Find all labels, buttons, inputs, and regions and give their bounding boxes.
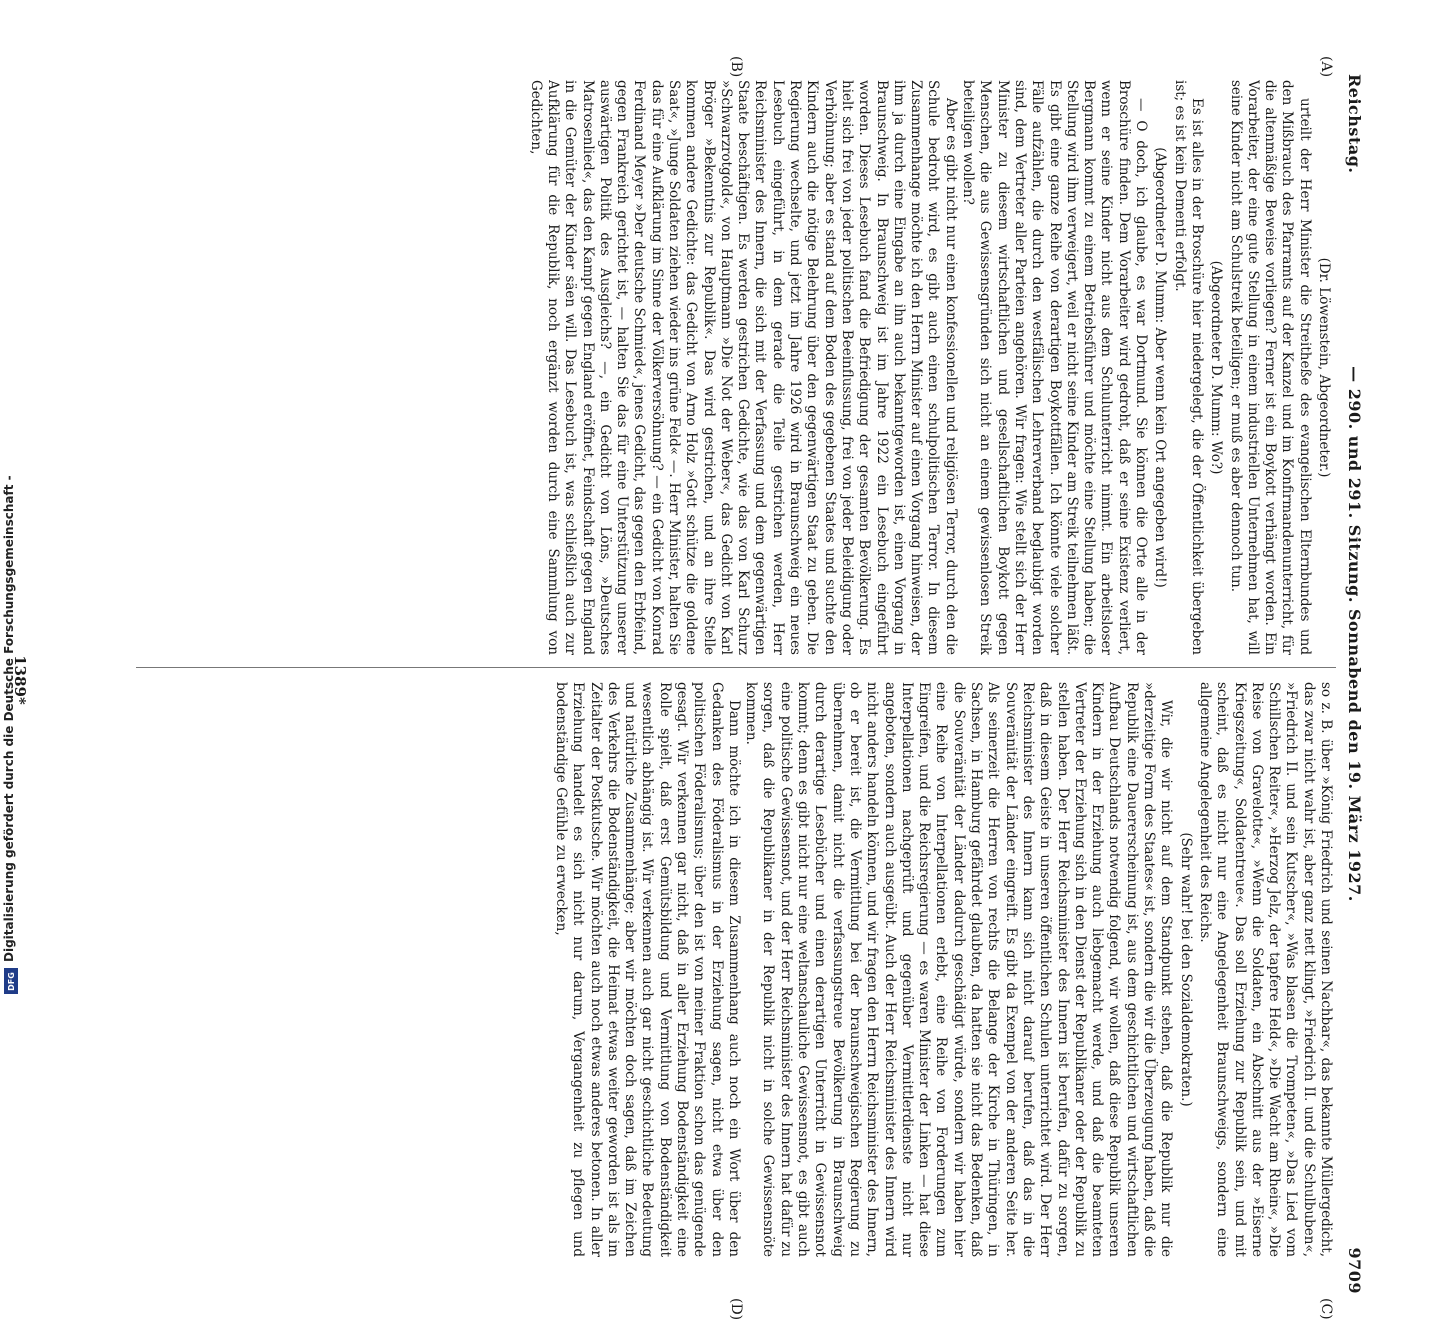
column-divider — [136, 667, 1336, 668]
margin-mark-b: (B) — [728, 56, 744, 78]
left-column — [154, 80, 1334, 655]
paragraph: Dann möchte ich in diesem Zusammenhang auch noch ein Wort über den Gedanken des Föderalismus in der Erziehung sagen, nicht etwa über den politischen Föderalismus; über den ist von meiner Fraktion schon das genügende gesagt. Wir verkennen gar nicht, daß in aller Erziehung Bodenständigkeit eine Rolle spielt, daß erst Gemütsbildung und Vermittlung von Bodenständigkeit wesentlich abhängig ist. Wir verkennen auch gar nicht geschichtliche Bedeutung und natürliche Zusammenhänge; aber wir möchten doch sagen, daß im Zeichen des Verkehrs die Bodenständigkeit, die Heimat etwas weiter geworden ist als im Zeitalter der Postkutsche. Wir möchten auch noch etwas anderes betonen. In aller Erziehung handelt es sich nicht nur darum, Vergangenheit zu pflegen und bodenständige Gefühle zu erwecken, — [552, 682, 742, 1257]
running-head-center: — 290. und 291. Sitzung. Sonnabend den 19. März 1927. — [1345, 366, 1364, 902]
page-footer-code: 1389* — [11, 655, 29, 705]
interjection: (Sehr wahr! bei den Sozialdemokraten.) — [1177, 832, 1194, 1107]
page-number: 9709 — [1345, 1247, 1364, 1294]
digitization-credit — [2, 0, 24, 1000]
paragraph: — O doch, ich glaube, es war Dortmund. Sie können die Orte alle in der Broschüre finden. Dem Vorarbeiter wird gedroht, daß er seine Existenz verliert, wenn er seine Kinder nicht aus dem Schulunterricht nimmt. Ein arbeitsloser Bergmann kommt zu einem Betriebsführer und möchte eine Stellung haben; die Stellung wird ihm verweigert, weil er nicht seine Kinder am Streik teilnehmen läßt. Es gibt eine ganze Reihe von derartigen Boykottfällen. Ich könnte viele solcher Fälle aufzählen, die durch den westfälischen Lehrerverband beglaubigt worden sind, dem Vertreter aller Parteien angehören. Wir fragen: Wie stellt sich der Herr Minister zu diesem wirtschaftlichen und gesellschaftlichen Boykott gegen Menschen, die aus Gewissensgründen sich nicht an einem gewissenlosen Streik beteiligen wollen? — [960, 80, 1150, 655]
right-column — [154, 682, 1334, 1257]
interjection: (Dr. Löwenstein, Abgeordneter.) — [1316, 257, 1332, 478]
interjection: (Abgeordneter D. Mumm: Wo?) — [1208, 260, 1225, 475]
running-head — [1340, 74, 1364, 1294]
running-head-left: Reichstag. — [1345, 74, 1364, 174]
paragraph: urteilt der Herr Minister die Streitheße des evangelischen Elternbundes und den Mißbrauch des Pfarramts auf der Kanzel und im Konfirmandenunterricht, für die altenmäßige Beweise vorliegen? Ferner ist ein Boykott verhängt worden. Ein Vorarbeiter, der eine gute Stellung in einem industriellen Unternehmen hat, will seine Kinder nicht am Schulstreik beteiligen; er muß es aber dennoch tun. — [1227, 80, 1313, 655]
interjection: (Abgeordneter D. Mumm: Aber wenn kein Ort angegeben wird!) — [1152, 147, 1169, 588]
margin-mark-c: (C) — [1318, 1298, 1334, 1320]
credit-text: Digitalisierung gefördert durch die Deutsche Forschungsgemeinschaft - — [2, 475, 16, 962]
margin-mark-d: (D) — [728, 1298, 744, 1320]
paragraph: so z. B. über »König Friedrich und seinen Nachbar«, das bekannte Müllergedicht, das zwar nicht wahr ist, aber ganz nett klingt, »Friedrich II. und die Schulbuben«, »Friedrich II. und sein Kutscher«, »Was blasen die Trompeten«, »Das Lied vom Schillschen Reiter«, »Herzog Jelz, der tapfere Held«, »Die Wacht am Rhein«, »Die Reise von Gravelotte«, »Wenn die Soldaten, ein Abschnitt aus der »Eiserne Kriegszeitung«, Soldatentreue«. Das soll Erziehung zur Republik sein, und mit scheint, daß es nicht nur eine Angelegenheit Braunschweigs, sondern eine allgemeine Angelegenheit des Reichs. — [1196, 682, 1334, 1257]
paragraph: Aber es gibt nicht nur einen konfessionellen und religiösen Terror, durch den die Schule bedroht wird, es gibt auch einen schulpolitischen Terror. In diesem Zusammenhange möchte ich den Herrn Minister auf einen Vorgang hinweisen, der ihm ja durch eine Eingabe an ihn auch bekanntgeworden ist, einen Vorgang in Braunschweig. In Braunschweig ist im Jahre 1922 ein Lesebuch eingeführt worden. Dieses Lesebuch fand die Befriedigung der gesamten Bevölkerung. Es hielt sich frei von jeder politischen Beeinflussung, frei von jeder Beleidigung oder Verhöhnung; aber es stand auf dem Boden des gegebenen Staates und suchte den Kindern auch die nötige Belehrung über den gegenwärtigen Staat zu geben. Die Regierung wechselte, und jetzt im Jahre 1926 wird in Braunschweig ein neues Lesebuch eingeführt, in dem gerade die Teile gestrichen werden, Herr Reichsminister des Innern, die sich mit der Verfassung und dem gegenwärtigen Staate beschäftigen. Es werden gestrichen Gedichte, wie das von Karl Schurz »Schwarzrotgold«, von Hauptmann »Die Not der Weber«, das Gedicht von Karl Bröger »Bekenntnis zur Republik«. Das wird gestrichen, und an ihre Stelle kommen andere Gedichte: das Gedicht von Arno Holz »Gott schütze die goldene Saat«, »Junge Soldaten ziehen wieder ins grüne Feld« —. Herr Minister, halten Sie das für eine Aufklärung im Sinne der Völkerversöhnung? — ein Gedicht von Konrad Ferdinand Meyer »Der deutsche Schmied«, jenes Gedicht, das gegen den Erbfeind, gegen Frankreich gerichtet ist, — halten Sie das für eine Unterstützung unserer auswärtigen Politik des Ausgleichs? —, ein Gedicht von Löns, »Deutsches Matrosenlied«, das den Kampf gegen England eröffnet, Feindschaft gegen England in die Gemüter der Kinder säen will. Das Lesebuch ist, was schließlich auch zur Aufklärung für die Republik, noch ergänzt worden durch eine Sammlung von Gedichten, — [527, 80, 959, 655]
paragraph: Es ist alles in der Broschüre hier niedergelegt, die der Öffentlichkeit übergeben ist; es ist kein Dementi erfolgt. — [1171, 80, 1205, 655]
dfg-logo — [4, 968, 18, 994]
paragraph: Wir, die wir nicht auf dem Standpunkt stehen, daß die Republik nur die »derzeitige Form des Staates« ist, sondern die wir die Überzeugung haben, daß die Republik eine Dauererscheinung ist, aus dem geschichtlichen und wirtschaftlichen Aufbau Deutschlands notwendig folgend, wir wollen, daß diese Republik unseren Kindern in der Erziehung auch liebgemacht werde, und daß die beamteten Vertreter der Erziehung sich in den Dienst der Republikaner oder der Republik zu stellen haben. Der Herr Reichsminister des Innern ist berufen, dafür zu sorgen, daß in diesem Geiste in unseren öffentlichen Schulen unterrichtet wird. Der Herr Reichsminister des Innern kann sich nicht darauf berufen, daß das in die Souveränität der Länder eingreift. Es gibt da Exempel von der anderen Seite her. Als seinerzeit die Herren von rechts die Belange der Kirche in Thüringen, in Sachsen, in Hamburg gefährdet glaubten, da hatten sie nicht das Bedenken, daß die Souveränität der Länder dadurch geschädigt würde, sondern wir haben hier eine Reihe von Interpellationen erlebt, eine Reihe von Forderungen zum Eingreifen, und die Reichsregierung — es waren Minister der Linken — hat diese Interpellationen nachgeprüft und gegenüber Vermittlerdienste nicht nur angeboten, sondern auch ausgeübt. Auch der Herr Reichsminister des Innern wird nicht anders handeln können, und wir fragen den Herrn Reichsminister des Innern, ob er bereit ist, die Vermittlung bei der braunschweigischen Regierung zu übernehmen, damit nicht die verfassungstreue Bevölkerung in Braunschweig durch derartige Lesebücher und einen derartigen Unterricht in Gewissensnot kommt; denn es gibt nicht nur eine weltanschauliche Gewissensnot, es gibt auch eine politische Gewissensnot, und der Herr Reichsminister des Innern hat dafür zu sorgen, daß die Republikaner in der Republik nicht in solche Gewissensnöte kommen. — [743, 682, 1175, 1257]
dfg-logo-text: DFG — [6, 971, 16, 991]
margin-mark-a: (A) — [1318, 56, 1334, 78]
